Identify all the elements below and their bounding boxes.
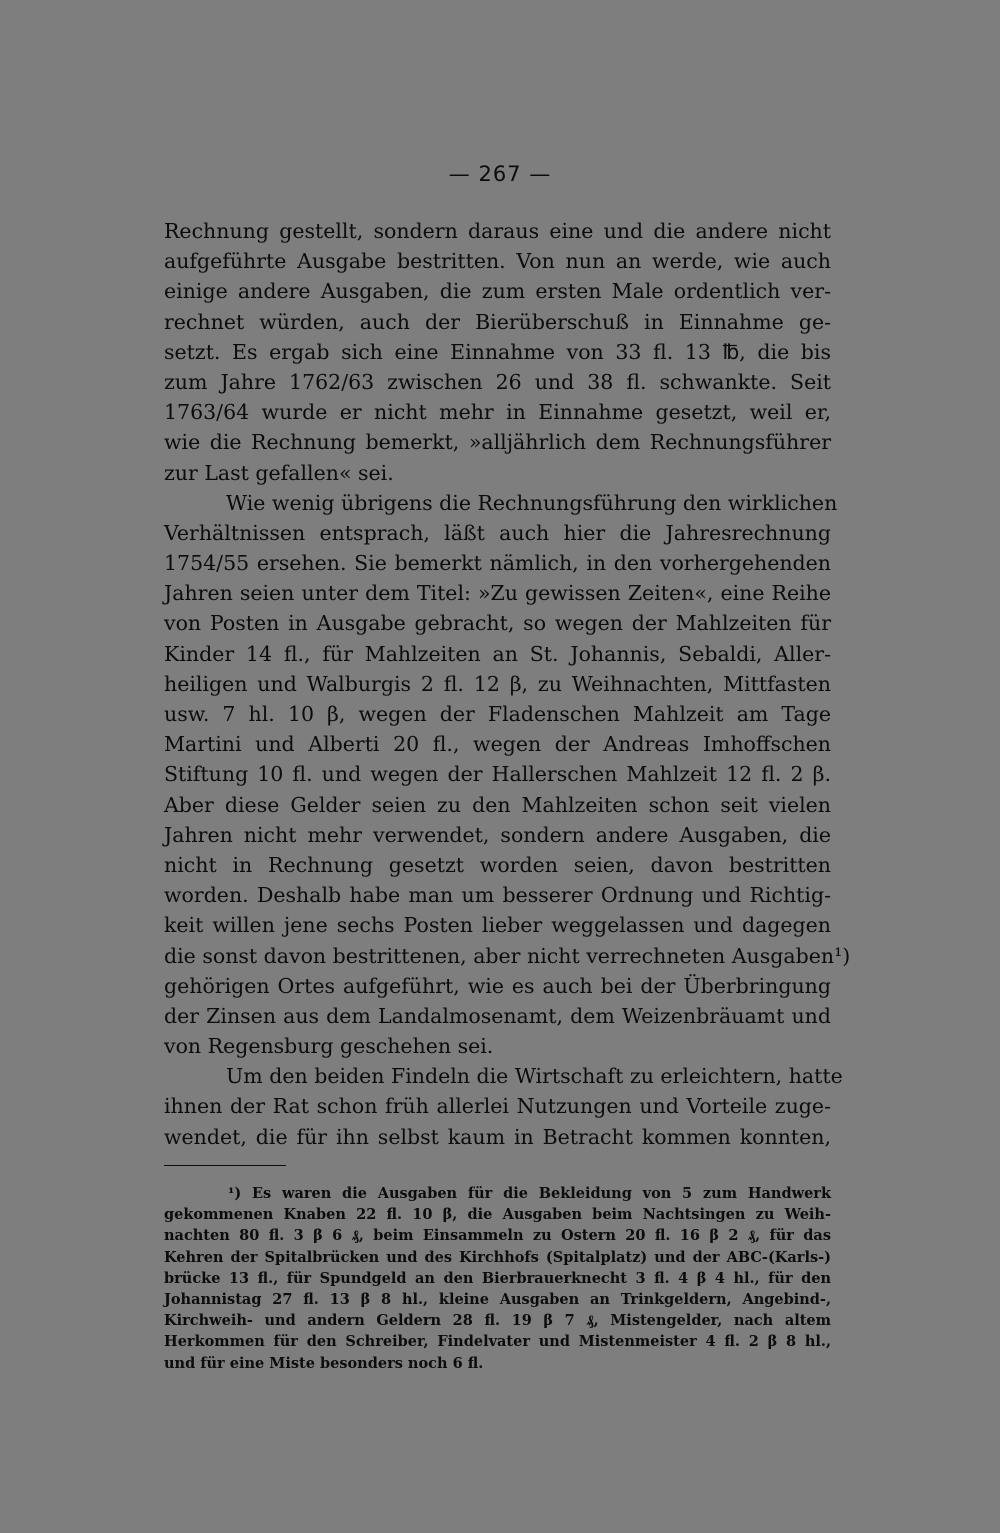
text-line: keit willen jene sechs Posten lieber weggelassen und dagegen — [164, 913, 831, 938]
text-line: aufgeführte Ausgabe bestritten. Von nun an werde, wie auch — [164, 249, 831, 274]
text-line: worden. Deshalb habe man um besserer Ordnung und Richtig- — [164, 883, 831, 908]
footnote-line: Johannistag 27 fl. 13 β 8 hl., kleine Ausgaben an Trinkgeldern, Angebind-, — [164, 1290, 831, 1308]
text-line: usw. 7 hl. 10 β, wegen der Fladenschen Mahlzeit am Tage — [164, 702, 831, 726]
footnote-line: Kehren der Spitalbrücken und des Kirchhofs (Spitalplatz) und der ABC-(Karls-) — [164, 1248, 831, 1266]
text-line: rechnet würden, auch der Bierüberschuß in Einnahme ge- — [164, 309, 831, 334]
footnote-line: nachten 80 fl. 3 β 6 ₰, beim Einsammeln zu Ostern 20 fl. 16 β 2 ₰, für das — [164, 1227, 831, 1245]
text-line: setzt. Es ergab sich eine Einnahme von 33 fl. 13 ℔, die bis — [164, 339, 831, 364]
text-line: nicht in Rechnung gesetzt worden seien, davon bestritten — [164, 852, 831, 877]
text-line: von Posten in Ausgabe gebracht, so wegen der Mahlzeiten für — [164, 611, 831, 636]
text-line: die sonst davon bestrittenen, aber nicht verrechneten Ausgaben¹) — [164, 943, 851, 968]
text-line: gehörigen Ortes aufgeführt, wie es auch bei der Überbringung — [164, 973, 831, 998]
footnote-line: brücke 13 fl., für Spundgeld an den Bierbrauerknecht 3 fl. 4 β 4 hl., für den — [164, 1269, 831, 1287]
footnotes — [164, 1183, 831, 1374]
text-line: zur Last gefallen« sei. — [164, 460, 394, 485]
text-line: wie die Rechnung bemerkt, »alljährlich dem Rechnungsführer — [164, 430, 831, 455]
text-line: Martini und Alberti 20 fl., wegen der Andreas Imhoffschen — [164, 732, 831, 757]
text-line: Jahren seien unter dem Titel: »Zu gewissen Zeiten«, eine Reihe — [164, 581, 831, 606]
text-line: Kinder 14 fl., für Mahlzeiten an St. Johannis, Sebaldi, Aller- — [164, 641, 831, 666]
footnote-line: ¹) Es waren die Ausgaben für die Bekleidung von 5 zum Handwerk — [228, 1185, 831, 1202]
text-line: ihnen der Rat schon früh allerlei Nutzungen und Vorteile zuge- — [164, 1094, 831, 1119]
text-line: Verhältnissen entsprach, läßt auch hier die Jahresrechnung — [164, 520, 831, 545]
text-line: einige andere Ausgaben, die zum ersten Male ordentlich ver- — [164, 279, 831, 304]
text-line: der Zinsen aus dem Landalmosenamt, dem Weizenbräuamt und — [164, 1003, 831, 1028]
text-line: Um den beiden Findeln die Wirtschaft zu erleichtern, hatte — [226, 1064, 843, 1089]
text-line: heiligen und Walburgis 2 fl. 12 β, zu Weihnachten, Mittfasten — [164, 671, 831, 696]
main-text — [164, 216, 851, 1152]
footnote-divider — [164, 1165, 286, 1166]
footnote-line: gekommenen Knaben 22 fl. 10 β, die Ausgaben beim Nachtsingen zu Weih- — [164, 1206, 831, 1224]
text-line: zum Jahre 1762/63 zwischen 26 und 38 fl. schwankte. Seit — [164, 369, 831, 394]
footnote-line: Herkommen für den Schreiber, Findelvater und Mistenmeister 4 fl. 2 β 8 hl., — [164, 1333, 831, 1351]
text-line: von Regensburg geschehen sei. — [164, 1034, 494, 1059]
text-line: 1763/64 wurde er nicht mehr in Einnahme gesetzt, weil er, — [164, 400, 831, 425]
text-line: wendet, die für ihn selbst kaum in Betracht kommen konnten, — [164, 1124, 831, 1149]
footnote-line: Kirchweih- und andern Geldern 28 fl. 19 β 7 ₰, Mistengelder, nach altem — [164, 1312, 831, 1330]
text-line: Jahren nicht mehr verwendet, sondern andere Ausgaben, die — [164, 822, 831, 847]
footnote-line: und für eine Miste besonders noch 6 fl. — [164, 1354, 484, 1372]
text-line: Stiftung 10 fl. und wegen der Hallerschen Mahlzeit 12 fl. 2 β. — [164, 762, 831, 787]
text-line: Rechnung gestellt, sondern daraus eine und die andere nicht — [164, 219, 831, 243]
text-line: 1754/55 ersehen. Sie bemerkt nämlich, in den vorhergehenden — [164, 551, 831, 576]
text-line: Wie wenig übrigens die Rechnungsführung den wirklichen — [226, 490, 838, 515]
page-number: — 267 — — [448, 162, 552, 186]
text-line: Aber diese Gelder seien zu den Mahlzeiten schon seit vielen — [164, 792, 831, 817]
